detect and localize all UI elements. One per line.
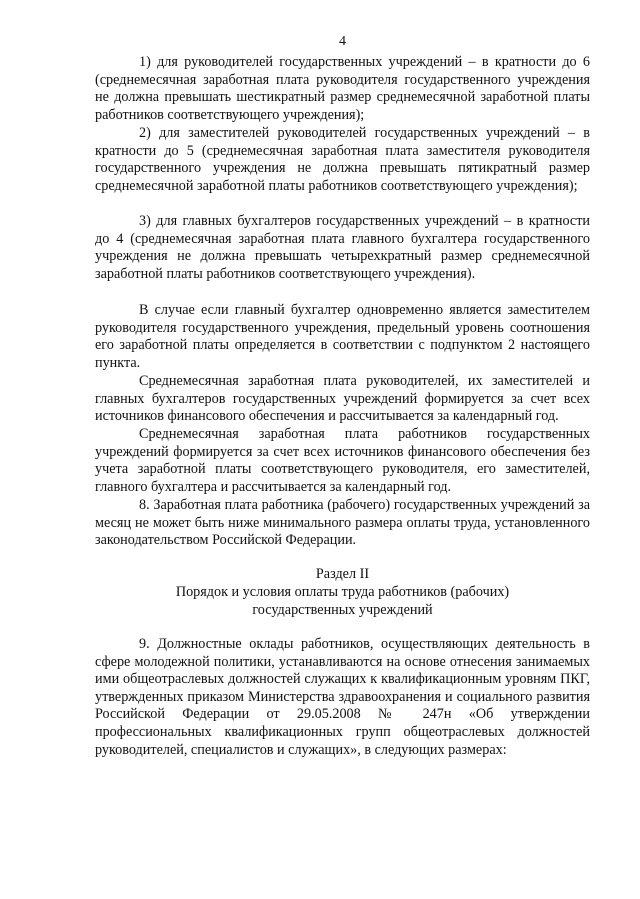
section-label: Раздел II bbox=[315, 566, 370, 582]
paragraph-average-salary-workers: Среднемесячная заработная плата работников государственных учреждений формируется за счет всех источников финансового обеспечения без учета заработной платы соответствующего руководителя, его заместителей, главного бухгалтера и рассчитывается за календарный год. bbox=[95, 426, 590, 495]
paragraph-chief-accountant-deputy: В случае если главный бухгалтер одновременно является заместителем руководителя государственного учреждения, предельный уровень соотношения его заработной платы определяется в соответствии с подпунктом 2 настоящего пункта. bbox=[95, 302, 590, 371]
paragraph-item-1: 1) для руководителей государственных учреждений – в кратности до 6 (среднемесячная заработная плата руководителя государственного учреждения не должна превышать шестикратный размер среднемесячной заработной платы работников соответствующего учреждения); bbox=[95, 54, 590, 123]
paragraph-item-3: 3) для главных бухгалтеров государственных учреждений – в кратности до 4 (среднемесячная заработная плата главного бухгалтера государственного учреждения не должна превышать четырехкратный размер среднемесячной заработной платы работников соответствующего учреждения). bbox=[95, 213, 590, 282]
section-title-line-1: Порядок и условия оплаты труда работников (рабочих) bbox=[175, 584, 510, 600]
paragraph-item-2: 2) для заместителей руководителей государственных учреждений – в кратности до 5 (среднемесячная заработная плата заместителя руководителя государственного учреждения не должна превышать пятикратный размер среднемесячной заработной платы работников соответствующего учреждения); bbox=[95, 125, 590, 194]
paragraph-item-9: 9. Должностные оклады работников, осуществляющих деятельность в сфере молодежной политики, устанавливаются на основе отнесения занимаемых ими общеотраслевых должностей служащих к квалификационным уровням ПКГ, утвержденных приказом Министерства здравоохранения и социального развития Российской Федерации от 29.05.2008 № 247н «Об утверждении профессиональных квалификационных групп общеотраслевых должностей руководителей, специалистов и служащих», в следующих размерах: bbox=[95, 636, 590, 758]
paragraph-average-salary-managers: Среднемесячная заработная плата руководителей, их заместителей и главных бухгалтеров государственных учреждений формируется за счет всех источников финансового обеспечения и рассчитывается за календарный год. bbox=[95, 373, 590, 425]
paragraph-item-8: 8. Заработная плата работника (рабочего) государственных учреждений за месяц не может быть ниже минимального размера оплаты труда, установленного законодательством Российской Федерации. bbox=[95, 497, 590, 549]
page-number: 4 bbox=[339, 34, 346, 49]
section-title-line-2: государственных учреждений bbox=[252, 602, 433, 618]
